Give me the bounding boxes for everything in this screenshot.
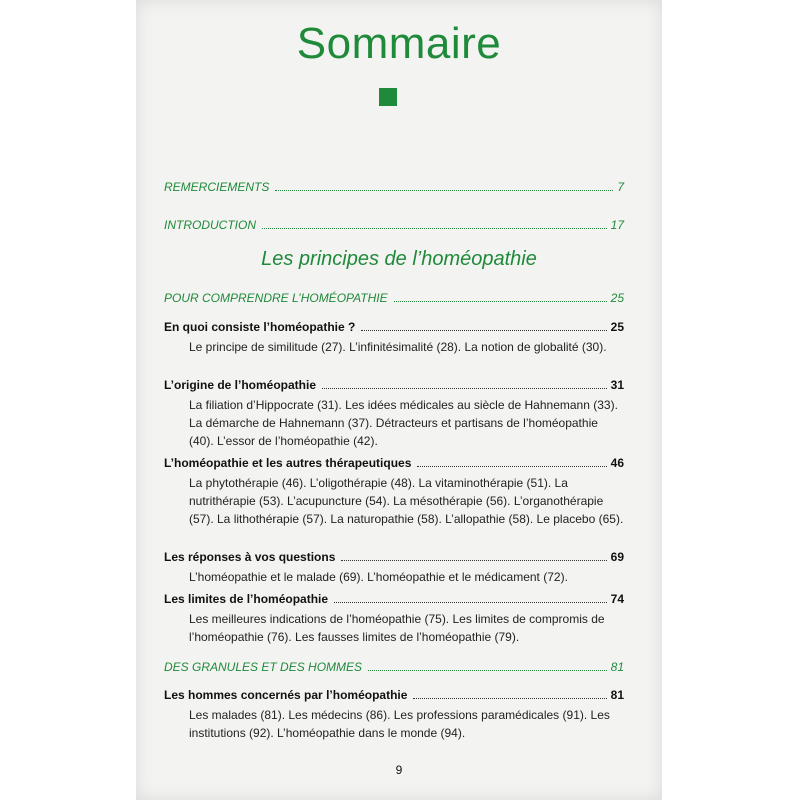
dot-leader: [368, 669, 607, 671]
toc-section-heading[interactable]: [164, 291, 624, 305]
entry-title: Les hommes concernés par l’homéopathie: [164, 688, 408, 702]
entry-page: 46: [610, 456, 624, 470]
entry-description: Le principe de similitude (27). L’infinitésimalité (28). La notion de globalité (30).: [189, 340, 607, 354]
entry-description: Les meilleures indications de l’homéopathie (75). Les limites de compromis de l’homéopathie (76). Les fausses limites de l’homéopathie (79).: [189, 612, 605, 644]
entry-page: 81: [610, 688, 624, 702]
toc-section-des-granules: [164, 660, 624, 674]
toc-entry[interactable]: [164, 550, 624, 586]
page-number: 9: [395, 763, 403, 777]
dot-leader: [417, 465, 606, 467]
dot-leader: [361, 329, 606, 331]
toc-label: DES GRANULES ET DES HOMMES: [164, 660, 363, 674]
book-page: [136, 0, 662, 800]
entry-page: 69: [610, 550, 624, 564]
dot-leader: [334, 601, 607, 603]
entry-description: La phytothérapie (46). L’oligothérapie (48). La vitaminothérapie (51). La nutrithérapie (53). L’acupuncture (54). La mésothérapie (56). L’organothérapie (57). La lithothérapie (57). La naturopathie (58). L’allopathie (58). Le placebo (65).: [189, 476, 624, 526]
toc-entry[interactable]: [164, 688, 624, 742]
toc-page: 81: [610, 660, 624, 674]
toc-label: POUR COMPRENDRE L’HOMÉOPATHIE: [164, 291, 388, 305]
dot-leader: [394, 300, 607, 302]
entry-page: 31: [610, 378, 624, 392]
toc-entry[interactable]: [164, 320, 624, 356]
toc-row-remerciements[interactable]: [164, 180, 624, 194]
toc-page: 7: [617, 180, 624, 194]
entry-title: L’homéopathie et les autres thérapeutiques: [164, 456, 412, 470]
page-title: Sommaire: [296, 19, 502, 68]
dot-leader: [341, 559, 606, 561]
dot-leader: [262, 227, 607, 229]
toc-page: 17: [610, 218, 624, 232]
toc-section-heading[interactable]: [164, 660, 624, 674]
toc-section-pour-comprendre: [164, 291, 624, 305]
entry-page: 74: [610, 592, 624, 606]
toc-row-introduction[interactable]: [164, 218, 624, 232]
dot-leader: [413, 697, 606, 699]
entry-title: En quoi consiste l’homéopathie ?: [164, 320, 356, 334]
toc-label: REMERCIEMENTS: [164, 180, 270, 194]
entry-title: L’origine de l’homéopathie: [164, 378, 317, 392]
toc-page: 25: [610, 291, 624, 305]
toc-entry[interactable]: [164, 456, 624, 528]
entry-page: 25: [610, 320, 624, 334]
dot-leader: [322, 387, 607, 389]
entry-title: Les réponses à vos questions: [164, 550, 336, 564]
toc-entry[interactable]: [164, 378, 624, 450]
toc-entry[interactable]: [164, 592, 624, 646]
green-square-ornament: [379, 88, 397, 106]
entry-description: L’homéopathie et le malade (69). L’homéopathie et le médicament (72).: [189, 570, 568, 584]
toc-label: INTRODUCTION: [164, 218, 256, 232]
entry-description: La filiation d’Hippocrate (31). Les idées médicales au siècle de Hahnemann (33). La démarche de Hahnemann (37). Détracteurs et partisans de l’homéopathie (40). L’essor de l’homéopathie (42).: [189, 398, 618, 448]
entry-title: Les limites de l’homéopathie: [164, 592, 329, 606]
entry-description: Les malades (81). Les médecins (86). Les professions paramédicales (91). Les institutions (92). L’homéopathie dans le monde (94).: [189, 708, 610, 740]
dot-leader: [275, 189, 613, 191]
part-title: Les principes de l’homéopathie: [261, 248, 537, 270]
